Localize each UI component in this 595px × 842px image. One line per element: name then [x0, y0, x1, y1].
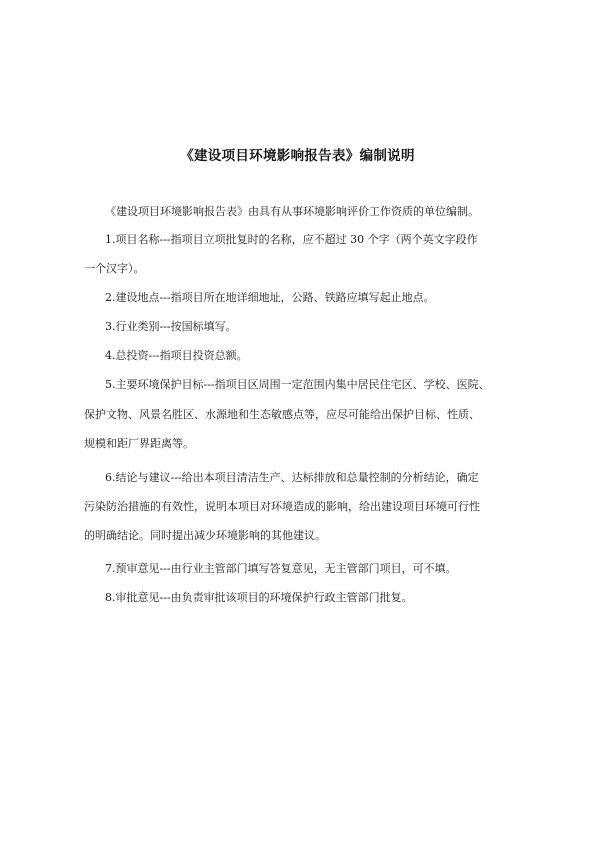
item-6-line-3: 的明确结论。同时提出减少环境影响的其他建议。	[84, 529, 326, 542]
item-4: 4.总投资---指项目投资总额。	[105, 349, 248, 362]
item-1-line-2: 一个汉字）。	[84, 262, 145, 275]
item-2: 2.建设地点---指项目所在地详细地址，公路、铁路应填写起止地点。	[105, 291, 435, 304]
document-title: 《建设项目环境影响报告表》编制说明	[180, 148, 415, 164]
item-5-line-1: 5.主要环境保护目标---指项目区周围一定范围内集中居民住宅区、学校、医院、	[105, 378, 490, 391]
item-5-line-3: 规模和距厂界距离等。	[84, 437, 194, 450]
item-1-line-1: 1.项目名称---指项目立项批复时的名称，应不超过 30 个字（两个英文字段作	[105, 233, 478, 246]
item-6-line-1: 6.结论与建议---给出本项目清洁生产、达标排放和总量控制的分析结论，确定	[105, 471, 479, 484]
item-5-line-2: 保护文物、风景名胜区、水源地和生态敏感点等，应尽可能给出保护目标、性质、	[84, 408, 480, 421]
intro-paragraph: 《建设项目环境影响报告表》由具有从事环境影响评价工作资质的单位编制。	[105, 205, 479, 218]
item-7: 7.预审意见---由行业主管部门填写答复意见，无主管部门项目，可不填。	[105, 562, 457, 575]
item-3: 3.行业类别---按国标填写。	[105, 320, 237, 333]
item-8: 8.审批意见---由负责审批该项目的环境保护行政主管部门批复。	[105, 591, 413, 604]
item-6-line-2: 污染防治措施的有效性，说明本项目对环境造成的影响，给出建设项目环境可行性	[84, 500, 480, 513]
